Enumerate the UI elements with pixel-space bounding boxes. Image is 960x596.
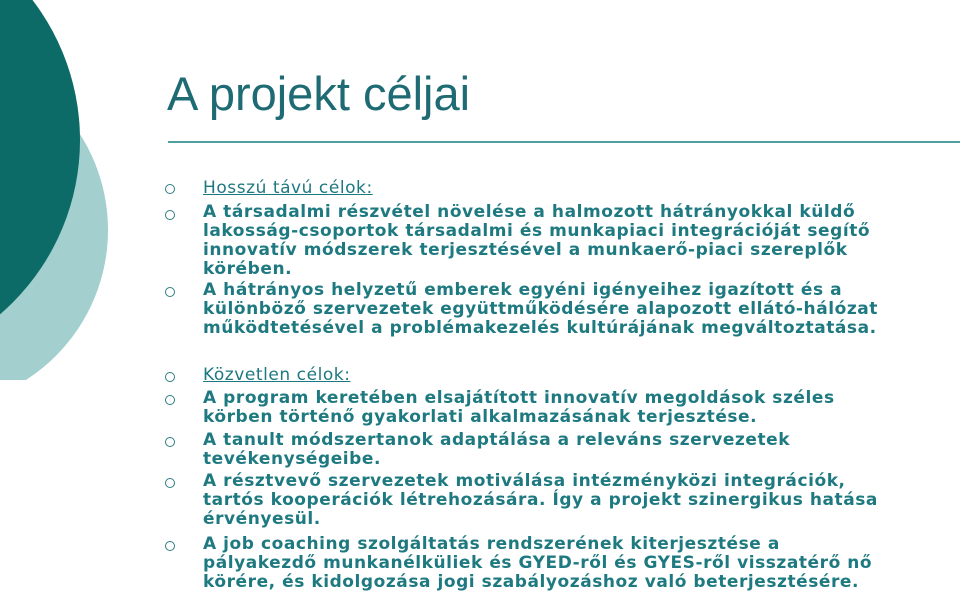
bullet-line: érvényesül. [203,509,321,529]
bullet-marker-icon [165,210,175,220]
bullet-line: működtetésével a problémakezelés kultúrájának megváltoztatása. [203,318,877,338]
bullet-line: Hosszú távú célok: [203,178,373,198]
bullet-marker-icon [165,184,175,194]
bullet-line: A résztvevő szervezetek motiválása intézményközi integrációk, [203,471,846,491]
bullet-line: körére, és kidolgozása jogi szabályozáshoz való beterjesztésére. [203,572,860,592]
bullet-marker-icon [165,541,175,551]
bullet-line: körben történő gyakorlati alkalmazásának terjesztése. [203,407,758,427]
bullet-marker-icon [165,437,175,447]
bullet-marker-icon [165,372,175,382]
bullet-line: tevékenységeibe. [203,449,381,469]
bullet-line: A társadalmi részvétel növelése a halmozott hátrányokkal küldő [203,202,856,222]
bullet-marker-icon [165,287,175,297]
bullet-line: tartós kooperációk létrehozására. Így a projekt szinergikus hatása [203,490,878,510]
bullet-line: Közvetlen célok: [203,365,351,385]
bullet-line: A tanult módszertanok adaptálása a releváns szervezetek [203,430,791,450]
bullet-line: innovatív módszerek terjesztésével a munkaerő-piaci szereplők [203,240,848,260]
slide-title: A projekt céljai [167,67,471,120]
bullet-line: pályakezdő munkanélküliek és GYED-ről és GYES-ről visszatérő nő [203,553,873,573]
bullet-line: A program keretében elsajátított innovatív megoldások széles [203,388,835,408]
bullet-line: lakosság-csoportok társadalmi és munkapiaci integrációját segítő [203,221,871,241]
bullet-line: A job coaching szolgáltatás rendszerének kiterjesztése a [203,534,780,554]
bullet-line: körében. [203,259,293,279]
bullet-marker-icon [165,395,175,405]
bullet-marker-icon [165,478,175,488]
bullet-line: A hátrányos helyzetű emberek egyéni igényeihez igazított és a [203,280,843,300]
bullet-line: különböző szervezetek együttműködésére alapozott ellátó-hálózat [203,299,878,319]
